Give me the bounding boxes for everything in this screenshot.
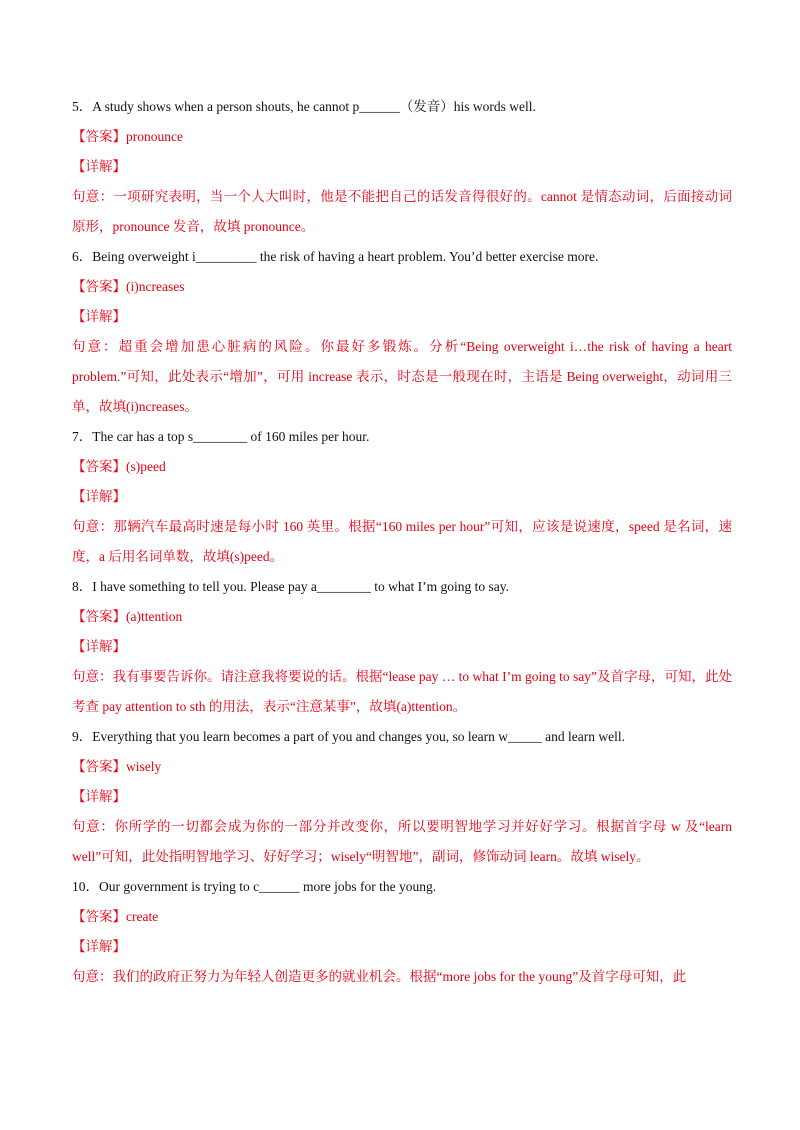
question-8: 8．I have something to tell you. Please pay a________ to what I’m going to say. [72,579,510,594]
answer-label: 【答案】 [72,909,126,924]
explanation-9: 句意：你所学的一切都会成为你的一部分并改变你，所以要明智地学习并好好学习。根据首字母 w 及“learn well”可知，此处指明智地学习、好好学习；wisely“明智地”，副词，修饰动词 learn。故填 wisely。 [72,819,732,864]
explanation-7: 句意：那辆汽车最高时速是每小时 160 英里。根据“160 miles per hour”可知，应该是说速度，speed 是名词，速度，a 后用名词单数，故填(s)peed。 [72,519,732,564]
explanation-8: 句意：我有事要告诉你。请注意我将要说的话。根据“lease pay … to what I’m going to say”及首字母，可知，此处考查 pay attention to sth 的用法，表示“注意某事”，故填(a)ttention。 [72,669,732,714]
answer-9 [72,752,732,782]
detail-label-5: 【详解】 [72,159,126,174]
answer-6 [72,272,732,302]
answer-8 [72,602,732,632]
answer-5 [72,122,732,152]
answer-value: (s)peed [126,459,166,474]
explanation-6: 句意：超重会增加患心脏病的风险。你最好多锻炼。分析“Being overweight i…the risk of having a heart problem.”可知，此处表示“增加”，可用 increase 表示，时态是一般现在时，主语是 Being overweight，动词用三单，故填(i)ncreases。 [72,339,732,414]
question-10: 10．Our government is trying to c______ more jobs for the young. [72,879,437,894]
answer-10 [72,902,732,932]
explanation-5: 句意：一项研究表明，当一个人大叫时，他是不能把自己的话发音得很好的。cannot 是情态动词，后面接动词原形，pronounce 发音，故填 pronounce。 [72,189,732,234]
question-7: 7．The car has a top s________ of 160 miles per hour. [72,429,370,444]
document-page [72,92,732,992]
question-6: 6．Being overweight i_________ the risk of having a heart problem. You’d better exercise more. [72,249,599,264]
detail-label-10: 【详解】 [72,939,126,954]
detail-label-8: 【详解】 [72,639,126,654]
answer-label: 【答案】 [72,459,126,474]
answer-value: pronounce [126,129,183,144]
answer-value: wisely [126,759,162,774]
answer-value: (i)ncreases [126,279,185,294]
question-5: 5．A study shows when a person shouts, he cannot p______（发音）his words well. [72,99,536,114]
detail-label-7: 【详解】 [72,489,126,504]
explanation-10: 句意：我们的政府正努力为年轻人创造更多的就业机会。根据“more jobs for the young”及首字母可知，此 [72,969,687,984]
answer-label: 【答案】 [72,279,126,294]
answer-label: 【答案】 [72,759,126,774]
detail-label-9: 【详解】 [72,789,126,804]
answer-label: 【答案】 [72,129,126,144]
answer-7 [72,452,732,482]
answer-value: (a)ttention [126,609,183,624]
answer-value: create [126,909,159,924]
question-9: 9．Everything that you learn becomes a part of you and changes you, so learn w_____ and learn well. [72,729,625,744]
detail-label-6: 【详解】 [72,309,126,324]
answer-label: 【答案】 [72,609,126,624]
